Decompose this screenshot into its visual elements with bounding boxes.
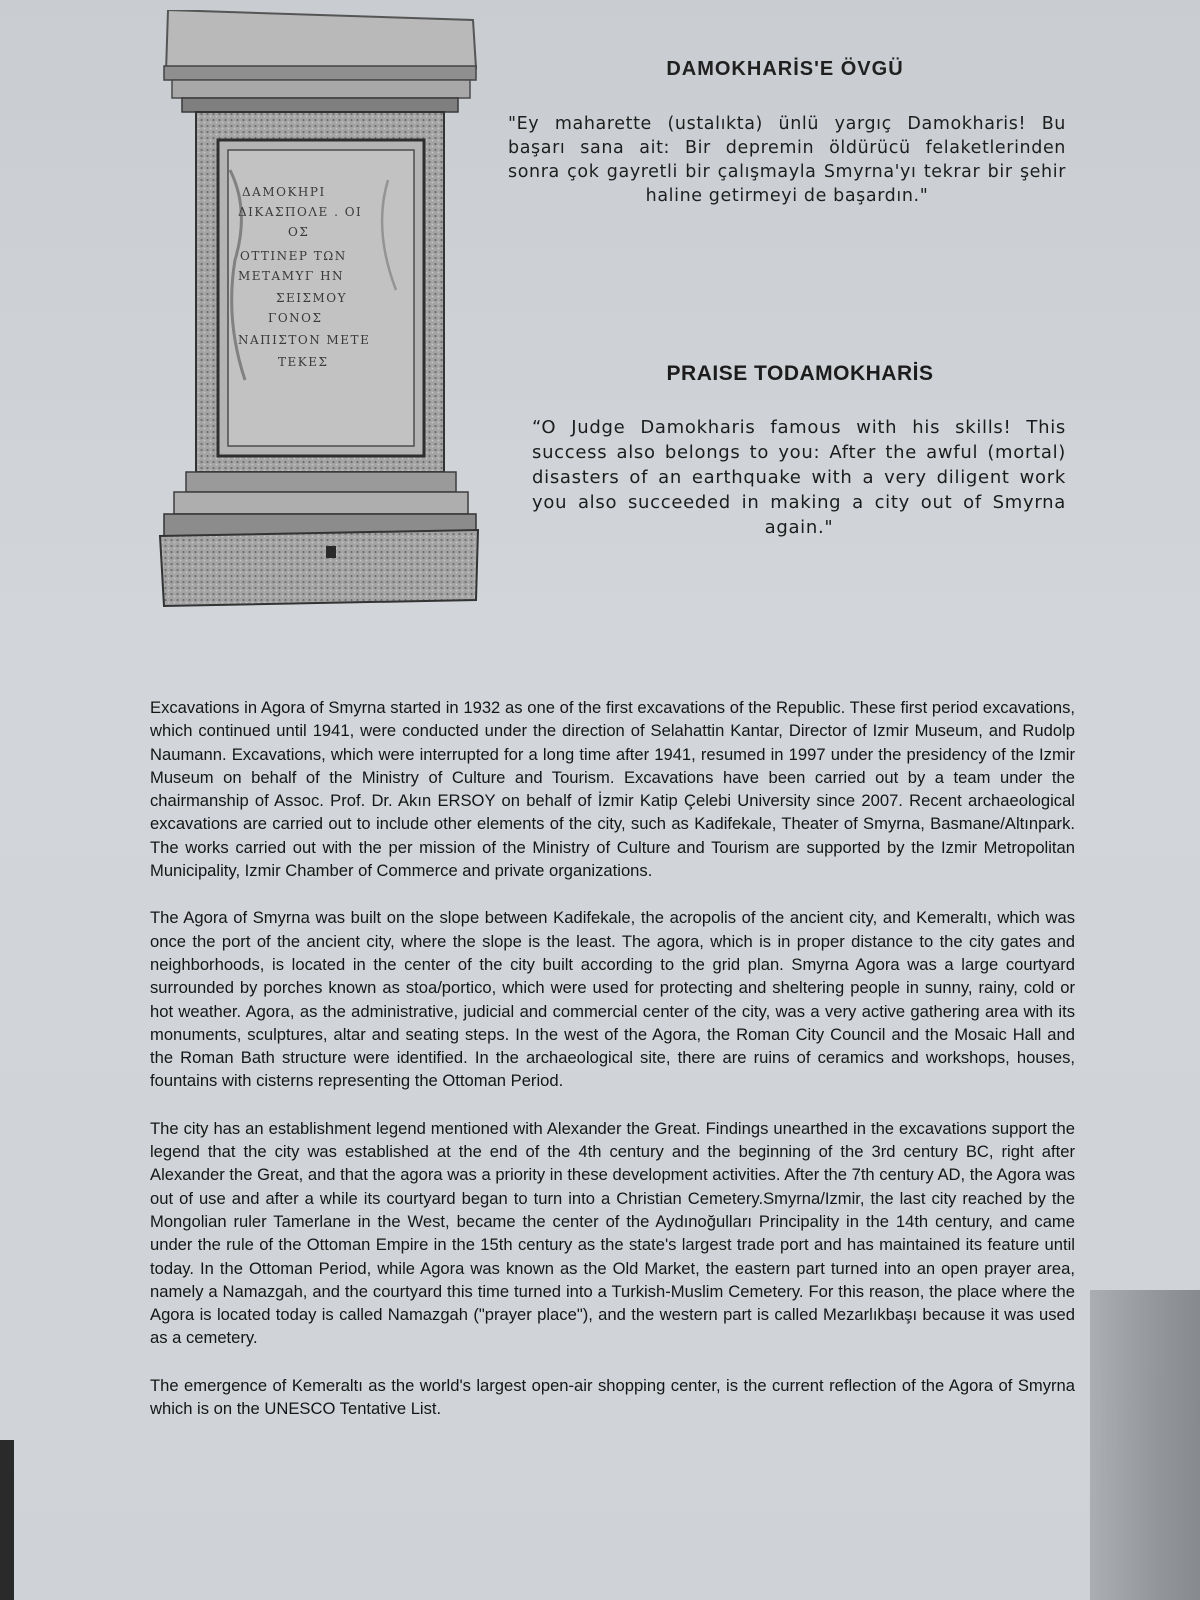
- paragraph-agora-description: The Agora of Smyrna was built on the slope between Kadifekale, the acropolis of the ancient city, and Kemeraltı, which was once the port of the ancient city, where the slope is the least. The agora, which is in proper distance to the city gates and neighborhoods, is located in the center of the city built according to the grid plan. Smyrna Agora was a large courtyard surrounded by porches known as stoa/portico, which were used for protecting and sheltering people in sunny, rainy, cold or hot weather. Agora, as the administrative, judicial and commercial center of the city, was a very active gathering area with its monuments, sculptures, altar and seating steps. In the west of the Agora, the Roman City Council and the Mosaic Hall and the Roman Bath structure were identified. In the archaeological site, there are ruins of ceramics and workshops, houses, fountains with cisterns representing the Ottoman Period.: [150, 908, 1075, 1091]
- svg-text:ΜΕΤΑΜΥΓ ΗΝ: ΜΕΤΑΜΥΓ ΗΝ: [238, 269, 345, 283]
- english-quote: “O Judge Damokharis famous with his skills! This success also belongs to you: After the awful (mortal) disasters of an earthquake with a very diligent work you also succeeded in making a city out of Smyrna again.": [532, 417, 1066, 538]
- paragraph-kemeralti: The emergence of Kemeraltı as the world's largest open-air shopping center, is the current reflection of the Agora of Smyrna which is on the UNESCO Tentative List.: [150, 1375, 1075, 1419]
- stele-image: [158, 10, 488, 610]
- paragraph-excavations: Excavations in Agora of Smyrna started in 1932 as one of the first excavations of the Republic. These first period excavations, which continued until 1941, were conducted under the direction of Selahattin Kantar, Director of Izmir Museum, and Rudolp Naumann. Excavations, which were interrupted for a long time after 1941, resumed in 1997 under the presidency of the Izmir Museum on behalf of the Ministry of Culture and Tourism. Excavations have been carried out by a team under the chairmanship of Assoc. Prof. Dr. Akın ERSOY on behalf of İzmir Katip Çelebi University since 2007. Recent archaeological excavations are carried out to include other elements of the city, such as Kadifekale, Theater of Smyrna, Basmane/Altınpark. The works carried out with the per mission of the Ministry of Culture and Tourism are supported by the Izmir Metropolitan Municipality, Izmir Chamber of Commerce and private organizations.: [150, 698, 1075, 881]
- background-railing: [1090, 1290, 1200, 1600]
- svg-text:ΟΤΤΙΝΕΡ ΤΩΝ: ΟΤΤΙΝΕΡ ΤΩΝ: [240, 249, 347, 263]
- svg-text:ΔΙΚΑΣΠΟΛΕ . ΟΙ: ΔΙΚΑΣΠΟΛΕ . ΟΙ: [238, 205, 363, 219]
- svg-text:ΤΕΚΕΣ: ΤΕΚΕΣ: [278, 355, 329, 369]
- turkish-heading: DAMOKHARİS'E ÖVGÜ: [666, 58, 904, 80]
- history-text: [150, 696, 1075, 1444]
- english-heading: PRAISE TODAMOKHARİS: [666, 362, 934, 385]
- background-edge: [0, 1440, 14, 1600]
- turkish-quote: "Ey maharette (ustalıkta) ünlü yargıç Damokharis! Bu başarı sana ait: Bir depremin öldürücü felaketlerinden sonra çok gayretli bir çalışmayla Smyrna'yı tekrar bir şehir haline getirmeyi de başardın.": [508, 114, 1066, 206]
- paragraph-city-history: The city has an establishment legend mentioned with Alexander the Great. Findings unearthed in the excavations support the legend that the city was established at the end of the 4th century and the beginning of the 3rd century BC, right after Alexander the Great, and that the agora was a priority in these development activities. After the 7th century AD, the Agora was out of use and after a while its courtyard began to turn into a Christian Cemetery.Smyrna/Izmir, the last city reached by the Mongolian ruler Tamerlane in the West, became the center of the Aydınoğulları Principality in the 14th century, and came under the rule of the Ottoman Empire in the 15th century as the state's largest trade port and has maintained its feature until today. In the Ottoman Period, while Agora was known as the Old Market, the eastern part turned into an open prayer area, namely a Namazgah, and the courtyard this time turned into a Turkish-Muslim Cemetery. For this reason, the place where the Agora is located today is called Namazgah ("prayer place"), and the western part is called Mezarlıkbaşı because it was used as a cemetery.: [150, 1118, 1075, 1348]
- svg-text:ΝΑΠΙΣΤΟΝ ΜΕΤΕ: ΝΑΠΙΣΤΟΝ ΜΕΤΕ: [238, 333, 371, 347]
- svg-text:ΔΑΜΟΚΗΡΙ: ΔΑΜΟΚΗΡΙ: [242, 185, 326, 199]
- svg-text:ΣΕΙΣΜΟΥ: ΣΕΙΣΜΟΥ: [276, 291, 348, 305]
- svg-text:ΓΟΝΟΣ: ΓΟΝΟΣ: [268, 311, 323, 325]
- svg-text:ΟΣ: ΟΣ: [288, 225, 310, 239]
